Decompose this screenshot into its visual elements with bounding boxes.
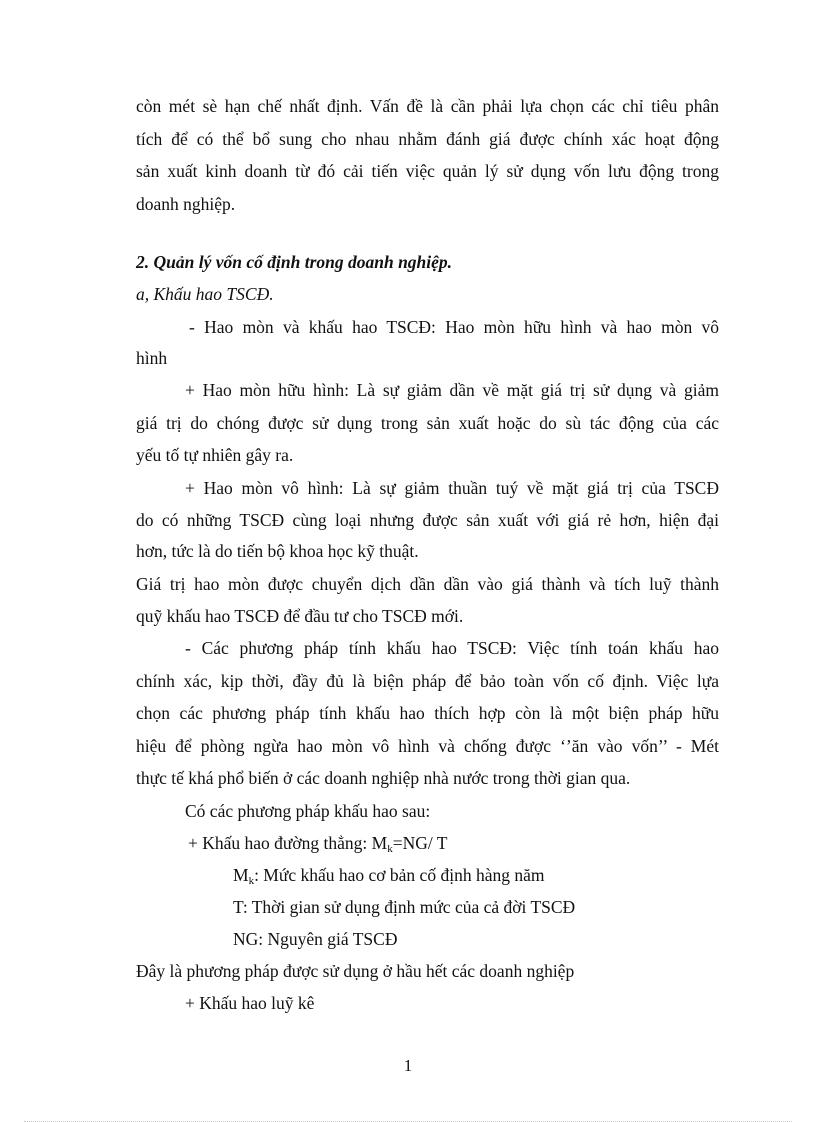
formula-subscript: k: [387, 843, 393, 855]
paragraph-line: yếu tố tự nhiên gây ra.: [136, 445, 294, 465]
paragraph-line: - Các phương pháp tính khấu hao TSCĐ: Việc tính toán khấu hao: [185, 638, 719, 658]
paragraph-line: thực tế khá phổ biến ở các doanh nghiệp nhà nước trong thời gian qua.: [136, 768, 631, 788]
method-label: + Khấu hao đường thẳng: M: [188, 833, 388, 853]
paragraph-line: hiệu để phòng ngừa hao mòn vô hình và chống được ‘’ăn vào vốn’’ - Mét: [136, 736, 719, 756]
definition-t: T: Thời gian sử dụng định mức của cả đời TSCĐ: [233, 897, 576, 917]
paragraph-line: hình: [136, 348, 168, 368]
paragraph-line: còn mét sè hạn chế nhất định. Vấn đề là cần phải lựa chọn các chỉ tiêu phân: [136, 96, 719, 116]
paragraph-line: chọn các phương pháp tính khấu hao thích hợp còn là một biện pháp hữu: [136, 703, 719, 723]
methods-list-intro: Có các phương pháp khấu hao sau:: [185, 801, 431, 821]
formula-rest: =NG/ T: [392, 833, 448, 853]
page-bottom-border: [24, 1121, 792, 1122]
paragraph-line: + Hao mòn vô hình: Là sự giảm thuần tuý về mặt giá trị của TSCĐ: [185, 478, 719, 498]
definition-mk: [233, 864, 816, 886]
section-heading: 2. Quản lý vốn cố định trong doanh nghiệp.: [136, 252, 453, 272]
straight-line-method: [188, 832, 771, 854]
definition-ng: NG: Nguyên giá TSCĐ: [233, 929, 398, 949]
paragraph-line: chính xác, kịp thời, đầy đủ là biện pháp để bảo toàn vốn cố định. Việc lựa: [136, 671, 719, 691]
paragraph-line: do có những TSCĐ cùng loại nhưng được sản xuất với giá rẻ hơn, hiện đại: [136, 510, 719, 530]
paragraph-line: quỹ khấu hao TSCĐ để đầu tư cho TSCĐ mới.: [136, 606, 464, 626]
paragraph-line: hơn, tức là do tiến bộ khoa học kỹ thuật.: [136, 541, 419, 561]
subsection-heading: a, Khấu hao TSCĐ.: [136, 284, 274, 304]
usage-note: Đây là phương pháp được sử dụng ở hầu hết các doanh nghiệp: [136, 961, 575, 981]
paragraph-line: - Hao mòn và khấu hao TSCĐ: Hao mòn hữu hình và hao mòn vô: [189, 317, 719, 337]
paragraph-line: Giá trị hao mòn được chuyển dịch dần dần vào giá thành và tích luỹ thành: [136, 574, 719, 594]
paragraph-line: doanh nghiệp.: [136, 194, 236, 214]
paragraph-line: tích để có thể bổ sung cho nhau nhằm đánh giá được chính xác hoạt động: [136, 129, 719, 149]
page-number: 1: [403, 1056, 413, 1075]
mk-subscript: k: [248, 875, 255, 887]
cumulative-method: + Khấu hao luỹ kê: [185, 993, 315, 1013]
mk-definition: : Mức khấu hao cơ bản cố định hàng năm: [254, 865, 545, 885]
paragraph-line: + Hao mòn hữu hình: Là sự giảm dần về mặt giá trị sử dụng và giảm: [185, 380, 719, 400]
paragraph-line: giá trị do chóng được sử dụng trong sản xuất hoặc do sù tác động của các: [136, 413, 719, 433]
paragraph-line: sản xuất kinh doanh từ đó cải tiến việc quản lý sử dụng vốn lưu động trong: [136, 161, 719, 181]
mk-symbol: M: [233, 865, 249, 885]
